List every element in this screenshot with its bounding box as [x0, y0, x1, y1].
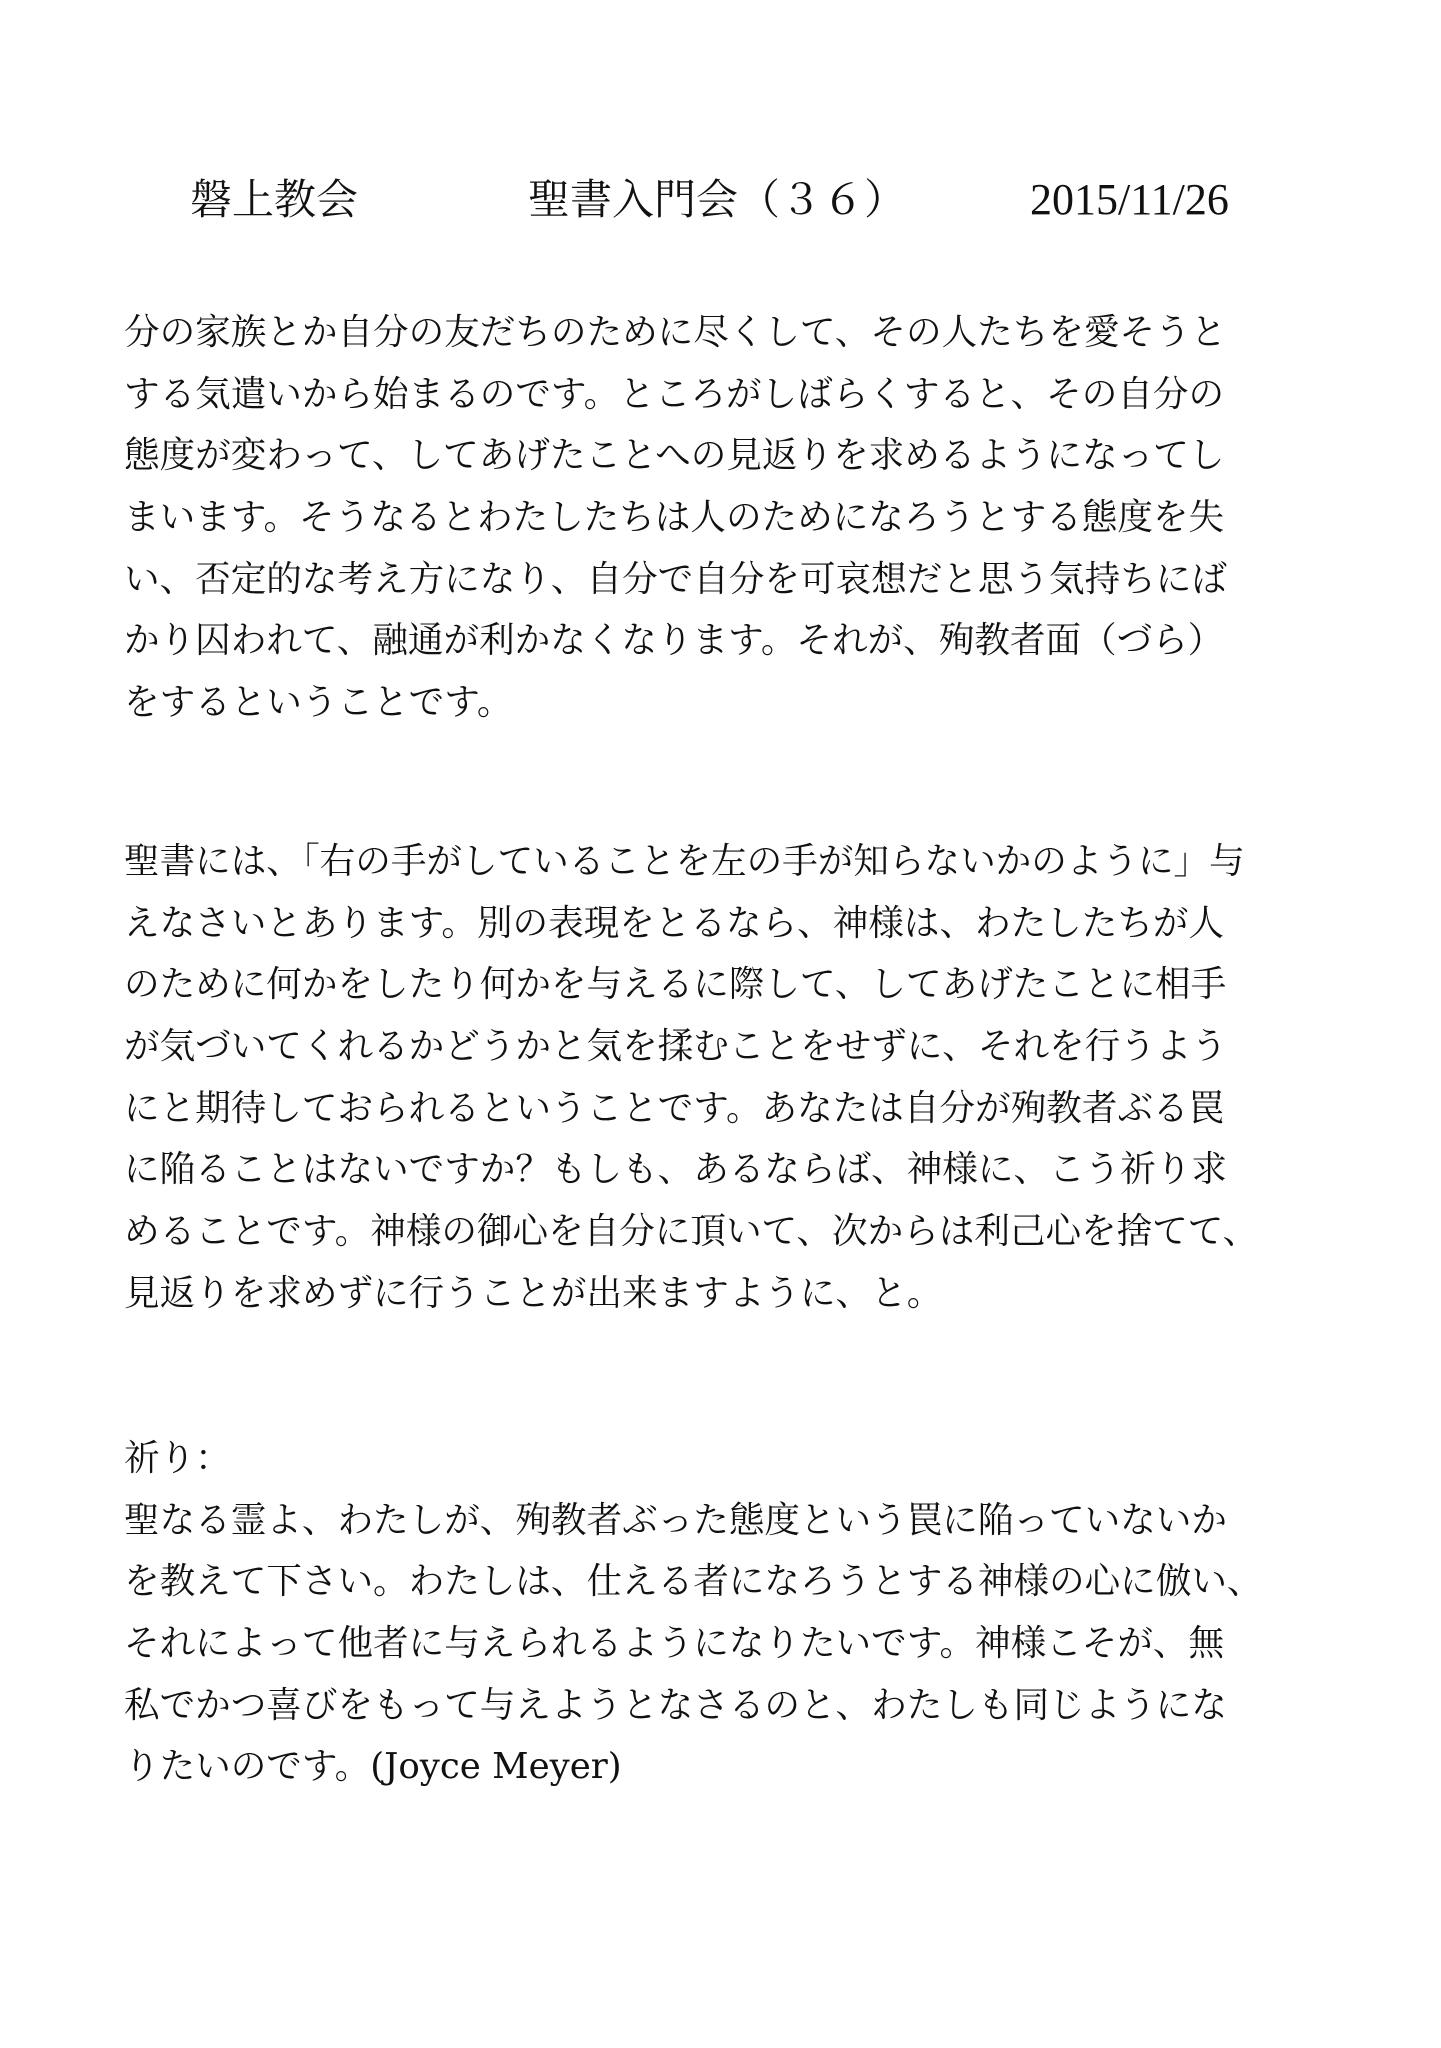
text-line: い、否定的な考え方になり、自分で自分を可哀想だと思う気持ちにば: [124, 558, 1227, 600]
text-line: 私でかつ喜びをもって与えようとなさるのと、わたしも同じようにな: [124, 1684, 1227, 1726]
text-line: 聖なる霊よ、わたしが、殉教者ぶった態度という罠に陥っていないか: [124, 1499, 1227, 1541]
prayer-section: [124, 1428, 1324, 1798]
text-line: する気遣いから始まるのです。ところがしばらくすると、その自分の: [124, 373, 1225, 415]
text-line: 見返りを求めずに行うことが出来ますように、と。: [124, 1272, 943, 1314]
text-line: が気づいてくれるかどうかと気を揉むことをせずに、それを行うよう: [124, 1026, 1227, 1068]
text-line: 聖書には、「右の手がしていることを左の手が知らないかのように」与: [124, 841, 1245, 882]
text-line: にと期待しておられるということです。あなたは自分が殉教者ぶる罠: [124, 1087, 1225, 1129]
text-line: りたいのです。(Joyce Meyer): [124, 1746, 622, 1788]
text-line: かり囚われて、融通が利かなくなります。それが、殉教者面（づら）: [124, 620, 1224, 662]
text-line: えなさいとあります。別の表現をとるなら、神様は、わたしたちが人: [124, 902, 1225, 944]
prayer-heading: 祈り：: [124, 1438, 231, 1479]
page-header: [0, 170, 1441, 230]
paragraph-2: [124, 831, 1324, 1325]
paragraph-1: [124, 302, 1324, 734]
text-line: それによって他者に与えられるようになりたいです。神様こそが、無: [124, 1623, 1225, 1665]
text-line: のために何かをしたり何かを与えるに際して、してあげたことに相手: [124, 964, 1227, 1006]
page-title: 聖書入門会（３６）: [528, 175, 907, 224]
church-name: 磐上教会: [190, 175, 359, 224]
text-line: めることです。神様の御心を自分に頂いて、次からは利己心を捨てて、: [124, 1211, 1259, 1253]
text-line: 分の家族とか自分の友だちのために尽くして、その人たちを愛そうと: [124, 312, 1227, 353]
text-line: をするということです。: [124, 682, 513, 724]
text-line: を教えて下さい。わたしは、仕える者になろうとする神様の心に倣い、: [124, 1561, 1263, 1603]
text-line: まいます。そうなるとわたしたちは人のためになろうとする態度を失: [124, 497, 1225, 539]
text-line: 態度が変わって、してあげたことへの見返りを求めるようになってし: [124, 435, 1225, 477]
date-label: 2015/11/26: [1030, 175, 1229, 224]
text-line: に陥ることはないですか？もしも、あるならば、神様に、こう祈り求: [124, 1149, 1227, 1191]
